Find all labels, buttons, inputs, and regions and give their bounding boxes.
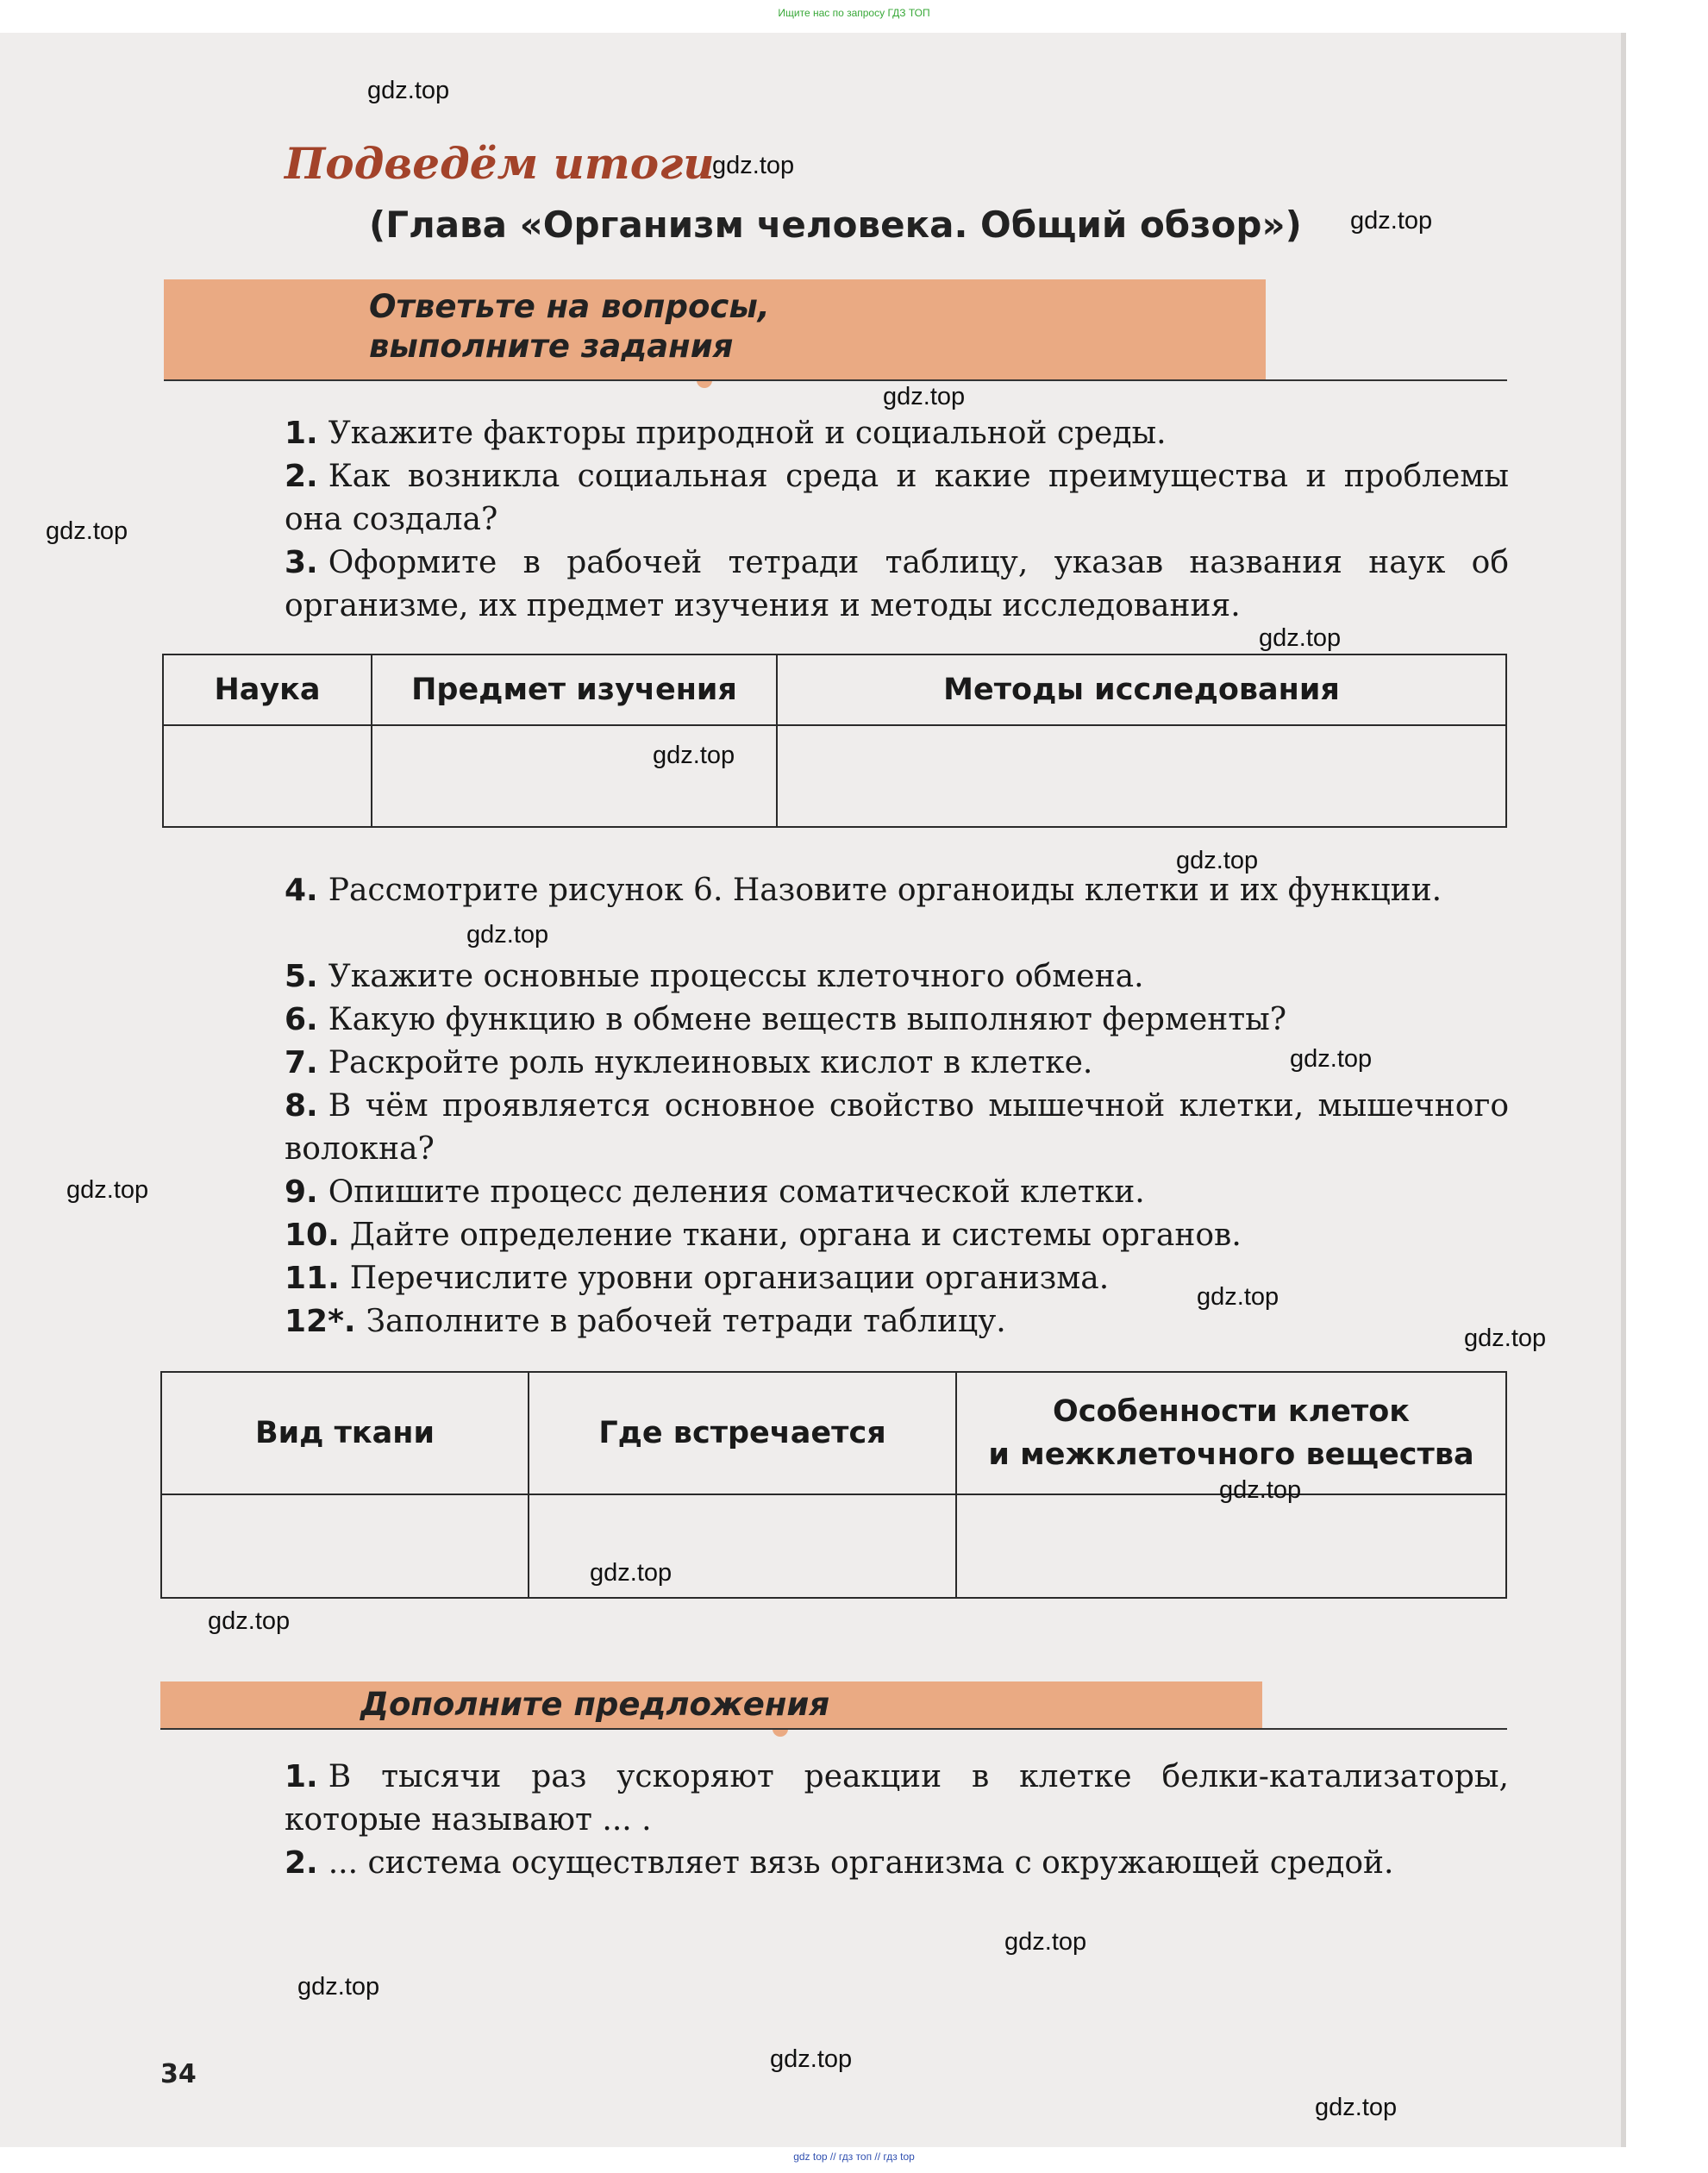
table-header-line: и межклеточного вещества: [988, 1437, 1474, 1472]
question-text: Какую функцию в обмене веществ выполняют ферменты?: [328, 1002, 1287, 1037]
watermark[interactable]: gdz.top: [367, 77, 450, 104]
question-item: [285, 1257, 1509, 1300]
table-row: [163, 725, 1506, 827]
question-text: Перечислите уровни организации организма.: [349, 1261, 1110, 1296]
sentence-number: 1.: [285, 1759, 318, 1794]
table-cell: [161, 1494, 529, 1598]
question-item: [285, 455, 1509, 542]
watermark[interactable]: gdz.top: [883, 383, 966, 410]
question-text: Как возникла социальная среда и какие преимущества и проблемы она создала?: [285, 459, 1509, 537]
watermark[interactable]: gdz.top: [1259, 624, 1342, 652]
page-title: Подведём итоги: [285, 138, 715, 189]
question-text: Укажите факторы природной и социальной среды.: [328, 416, 1167, 451]
question-number: 3.: [285, 545, 318, 580]
watermark[interactable]: gdz.top: [1176, 847, 1259, 874]
table-header-row: [161, 1372, 1506, 1494]
question-text: Раскройте роль нуклеиновых кислот в клетке.: [328, 1045, 1093, 1080]
table-cell: [956, 1494, 1506, 1598]
sentence-item: [285, 1756, 1509, 1842]
table-header-cell: Где встречается: [529, 1372, 956, 1494]
table-header-cell: Наука: [163, 654, 372, 725]
question-number: 8.: [285, 1088, 318, 1124]
question-number: 6.: [285, 1002, 318, 1037]
watermark[interactable]: gdz.top: [466, 921, 549, 949]
sentence-number: 2.: [285, 1845, 318, 1881]
watermark[interactable]: gdz.top: [1290, 1045, 1373, 1073]
band-dot: [1248, 297, 1264, 312]
table-cell: [777, 725, 1506, 827]
watermark[interactable]: gdz.top: [653, 742, 735, 769]
question-item: [285, 1300, 1509, 1343]
top-banner[interactable]: Ищите нас по запросу ГДЗ ТОП: [778, 7, 930, 19]
question-number: 4.: [285, 873, 318, 908]
sentence-text: ... система осуществляет вязь организма с окружающей средой.: [328, 1845, 1394, 1881]
question-text: Рассмотрите рисунок 6. Назовите органоиды клетки и их функции.: [328, 873, 1442, 908]
question-number: 5.: [285, 959, 318, 994]
bottom-banner[interactable]: gdz top // гдз топ // гдз top: [793, 2151, 915, 2163]
question-text: Оформите в рабочей тетради таблицу, указав названия наук об организме, их предмет изучения и методы исследования.: [285, 545, 1509, 623]
watermark[interactable]: gdz.top: [1315, 2094, 1398, 2121]
table-header-row: [163, 654, 1506, 725]
page-number: 34: [160, 2059, 197, 2089]
question-item: [285, 999, 1509, 1042]
chapter-subtitle: (Глава «Организм человека. Общий обзор»): [369, 204, 1302, 246]
sentence-item: [285, 1842, 1509, 1885]
table-header-cell: Методы исследования: [777, 654, 1506, 725]
table-row: [161, 1494, 1506, 1598]
watermark[interactable]: gdz.top: [66, 1176, 149, 1204]
question-item: [285, 542, 1509, 628]
watermark[interactable]: gdz.top: [1464, 1324, 1547, 1352]
watermark[interactable]: gdz.top: [770, 2045, 853, 2073]
question-text: Дайте определение ткани, органа и системы органов.: [349, 1218, 1242, 1253]
section-heading-line2: выполните задания: [369, 328, 734, 365]
watermark[interactable]: gdz.top: [712, 152, 795, 179]
page-edge: [1621, 33, 1626, 2147]
section-heading-sentences: Дополните предложения: [360, 1686, 830, 1723]
question-item: [285, 412, 1509, 455]
question-item: [285, 869, 1509, 912]
watermark[interactable]: gdz.top: [1197, 1283, 1279, 1311]
band-dot: [1245, 1692, 1261, 1707]
question-text: Заполните в рабочей тетради таблицу.: [366, 1304, 1006, 1339]
table-header-cell: Вид ткани: [161, 1372, 529, 1494]
sentence-text: В тысячи раз ускоряют реакции в клетке белки-катализаторы, которые называют ... .: [285, 1759, 1509, 1838]
tissues-table: [160, 1371, 1507, 1599]
section-rule: [164, 379, 1507, 381]
table-cell: [163, 725, 372, 827]
question-number: 11.: [285, 1261, 340, 1296]
question-number: 1.: [285, 416, 318, 451]
section-heading-questions: [369, 287, 770, 366]
table-header-cell: Предмет изучения: [372, 654, 777, 725]
watermark[interactable]: gdz.top: [590, 1559, 673, 1587]
table-header-line: Особенности клеток: [1052, 1394, 1411, 1429]
question-text: Опишите процесс деления соматической клетки.: [328, 1174, 1145, 1210]
question-number: 7.: [285, 1045, 318, 1080]
question-item: [285, 1171, 1509, 1214]
question-number: 10.: [285, 1218, 340, 1253]
question-item: [285, 1214, 1509, 1257]
question-number: 12*.: [285, 1304, 356, 1339]
question-item: [285, 955, 1509, 999]
section-heading-line1: Ответьте на вопросы,: [369, 288, 770, 325]
sciences-table: [162, 654, 1507, 828]
question-text: Укажите основные процессы клеточного обмена.: [328, 959, 1144, 994]
table-cell: [372, 725, 777, 827]
question-item: [285, 1085, 1509, 1171]
watermark[interactable]: gdz.top: [46, 517, 128, 545]
question-number: 9.: [285, 1174, 318, 1210]
question-number: 2.: [285, 459, 318, 494]
watermark[interactable]: gdz.top: [1350, 207, 1433, 235]
watermark[interactable]: gdz.top: [208, 1607, 291, 1635]
section-rule: [160, 1728, 1507, 1730]
watermark[interactable]: gdz.top: [1219, 1476, 1302, 1504]
watermark[interactable]: gdz.top: [1004, 1928, 1087, 1956]
watermark[interactable]: gdz.top: [297, 1973, 380, 2001]
question-text: В чём проявляется основное свойство мышечной клетки, мышечного волокна?: [285, 1088, 1509, 1167]
